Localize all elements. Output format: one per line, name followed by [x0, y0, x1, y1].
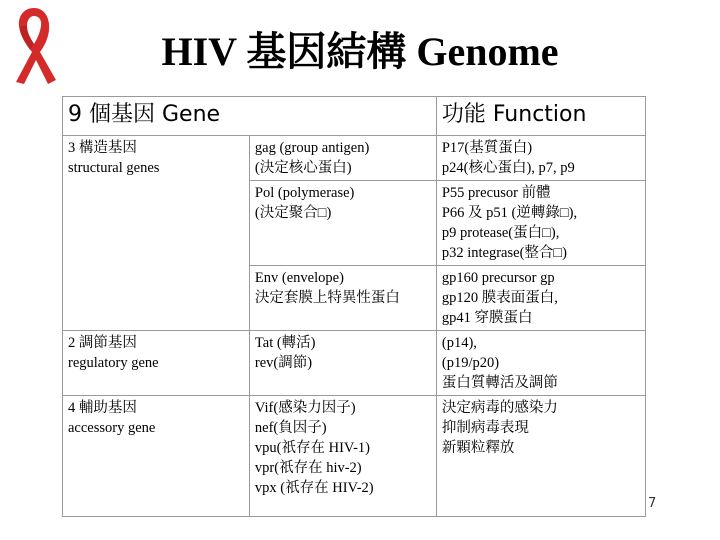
table-row — [63, 331, 646, 396]
function-line: gp120 膜表面蛋白, — [441, 290, 558, 306]
table-row — [63, 136, 646, 181]
function-line: (p14), — [441, 335, 477, 351]
gene-cell — [249, 181, 436, 266]
function-line: p32 integrase(整合□) — [441, 245, 567, 261]
function-cell — [436, 136, 645, 181]
category-line: 3 構造基因 — [68, 140, 137, 156]
table-row — [63, 396, 646, 517]
function-line: (p19/p20) — [441, 355, 500, 371]
category-line: regulatory gene — [68, 355, 159, 371]
function-line: 新顆粒釋放 — [441, 440, 515, 456]
gene-line: Tat (轉活) — [254, 335, 316, 351]
gene-line: vpr(祇存在 hiv-2) — [254, 460, 362, 476]
category-cell — [63, 331, 250, 396]
function-cell — [436, 331, 645, 396]
gene-line: 決定套膜上特異性蛋白 — [254, 290, 400, 306]
header-function: 功能 Function — [436, 97, 645, 136]
gene-line: vpx (祇存在 HIV-2) — [254, 480, 374, 496]
table-header-row — [63, 97, 646, 136]
category-line: accessory gene — [68, 420, 156, 436]
function-cell — [436, 266, 645, 331]
function-line: P66 及 p51 (逆轉錄□), — [441, 205, 578, 221]
function-line: 抑制病毒表現 — [441, 420, 529, 436]
gene-line: vpu(祇存在 HIV-1) — [254, 440, 370, 456]
function-cell — [436, 396, 645, 517]
function-line: P55 precusor 前體 — [441, 185, 551, 201]
gene-line: Env (envelope) — [254, 270, 344, 286]
gene-cell — [249, 331, 436, 396]
category-line: 4 輔助基因 — [68, 400, 137, 416]
function-cell — [436, 181, 645, 266]
function-line: P17(基質蛋白) — [441, 140, 533, 156]
page-number: 7 — [648, 496, 657, 511]
gene-line: (決定核心蛋白) — [254, 160, 352, 176]
gene-line: nef(負因子) — [254, 420, 327, 436]
function-line: p24(核心蛋白), p7, p9 — [441, 160, 575, 176]
gene-line: rev(調節) — [254, 355, 313, 371]
function-line: gp41 穿膜蛋白 — [441, 310, 533, 326]
gene-line: gag (group antigen) — [254, 140, 370, 156]
category-line: structural genes — [68, 160, 160, 176]
function-line: p9 protease(蛋白□), — [441, 225, 560, 241]
category-cell — [63, 396, 250, 517]
function-line: 決定病毒的感染力 — [441, 400, 558, 416]
category-line: 2 調節基因 — [68, 335, 137, 351]
header-gene: 9 個基因 Gene — [63, 97, 437, 136]
gene-line: Vif(感染力因子) — [254, 400, 356, 416]
function-line: 蛋白質轉活及調節 — [441, 375, 558, 391]
gene-line: Pol (polymerase) — [254, 185, 355, 201]
slide-title: HIV 基因結構 Genome — [161, 29, 559, 74]
gene-cell — [249, 136, 436, 181]
gene-function-table — [62, 96, 646, 517]
function-line: gp160 precursor gp — [441, 270, 555, 286]
gene-cell — [249, 266, 436, 331]
gene-line: (決定聚合□) — [254, 205, 332, 221]
category-cell — [63, 136, 250, 331]
gene-cell — [249, 396, 436, 517]
